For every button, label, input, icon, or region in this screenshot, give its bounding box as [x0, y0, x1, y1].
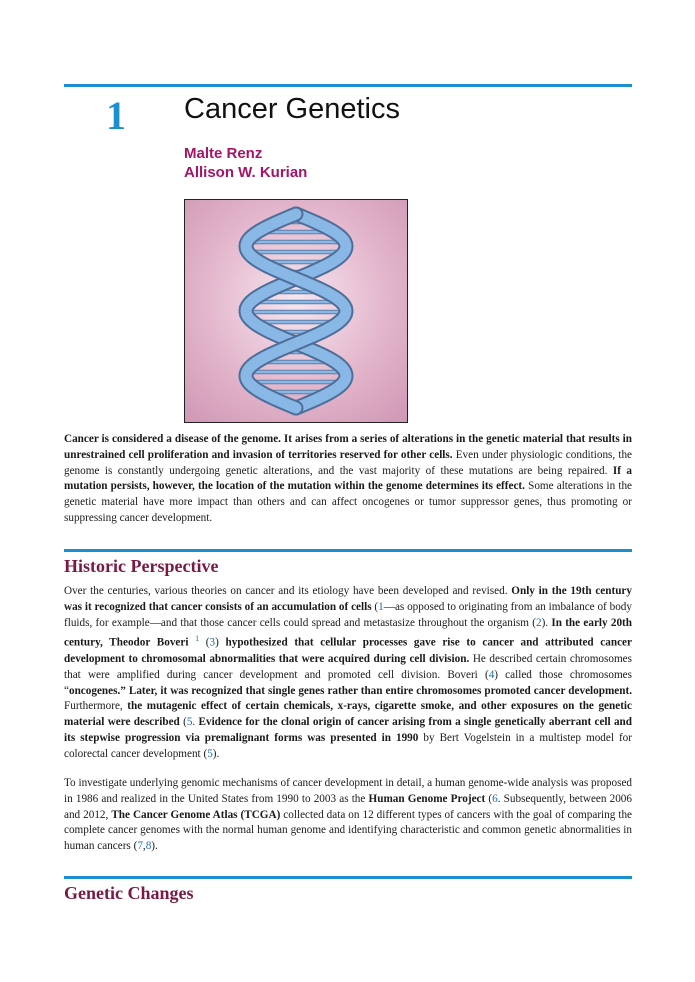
dna-helix-illustration — [185, 200, 407, 422]
abstract-paragraph: Cancer is considered a disease of the genome. It arises from a series of alterations in the genetic material that results in unrestrained cell proliferation and invasion of territories reserved for other cells. Even under physiologic conditions, the genome is constantly undergoing genetic alterations, and the vast majority of these mutations are being repaired. If a mutation persists, however, the location of the mutation within the genome determines its effect. Some alterations in the genetic material have more impact than others and can affect oncogenes or tumor suppressor genes, thus promoting or suppressing cancer development. — [64, 433, 633, 524]
citation-link[interactable]: 6 — [492, 792, 498, 805]
chapter-number: 1 — [106, 93, 126, 138]
section-heading-historic: Historic Perspective — [64, 556, 219, 576]
citation-link[interactable]: 3 — [209, 637, 216, 650]
author-2: Allison W. Kurian — [184, 164, 308, 181]
section-rule-1 — [64, 549, 632, 552]
top-rule — [64, 84, 632, 87]
citation-link[interactable]: 8 — [145, 840, 152, 853]
citation-link[interactable]: 1 — [378, 600, 384, 613]
dna-helix-figure — [184, 199, 408, 423]
historic-paragraph-2: To investigate underlying genomic mechanisms of cancer development in detail, a human genome-wide analysis was proposed in 1986 and realized in the United States from 1990 to 2003 as the Human Genome Project (6. Subsequently, between 2006 and 2012, The Cancer Genome Atlas (TCGA) collected data on 12 different types of cancers with the goal of comparing the complete cancer genomes with the normal human genome and identifying characteristic and common genetic abnormalities in human cancers (7,8). — [64, 777, 633, 853]
citation-link[interactable]: 5 — [207, 747, 213, 760]
citation-link[interactable]: 7 — [137, 840, 143, 853]
chapter-title: Cancer Genetics — [184, 93, 400, 125]
citation-link[interactable]: 4 — [488, 668, 495, 681]
section-heading-genetic: Genetic Changes — [64, 883, 194, 903]
footnote-marker[interactable]: 1 — [195, 634, 200, 644]
historic-paragraph-1: Over the centuries, various theories on cancer and its etiology have been developed and revised. Only in the 19th century was it recognized that cancer consists of an accumulation of cells (1—as opposed to originating from an imbalance of body fluids, for example—and that those cancer cells could spread and metastasize throughout the organism (2). In the early 20th century, Theodor Boveri $^1$ (3) hypothesized that cellular processes gave rise to cancer and attributed cancer development to chromosomal abnormalities that were acquired during cell division. He described certain chromosomes that were amplified during cancer development and promoted cell division. Boveri (4) called those chromosomes “oncogenes.” Later, it was recognized that single genes rather than entire chromosomes promoted cancer development. Furthermore, the mutagenic effect of certain chemicals, x-rays, cigarette smoke, and other exposures on the genetic material were described (5. Evidence for the clonal origin of cancer arising from a single genetically aberrant cell and its stepwise progression via premalignant forms was presented in 1990 by Bert Vogelstein in a multistep model for colorectal cancer development (5). — [64, 585, 633, 760]
section-rule-2 — [64, 876, 632, 879]
author-1: Malte Renz — [184, 145, 263, 162]
citation-link[interactable]: 2 — [535, 616, 542, 629]
citation-link[interactable]: 5 — [186, 716, 193, 729]
